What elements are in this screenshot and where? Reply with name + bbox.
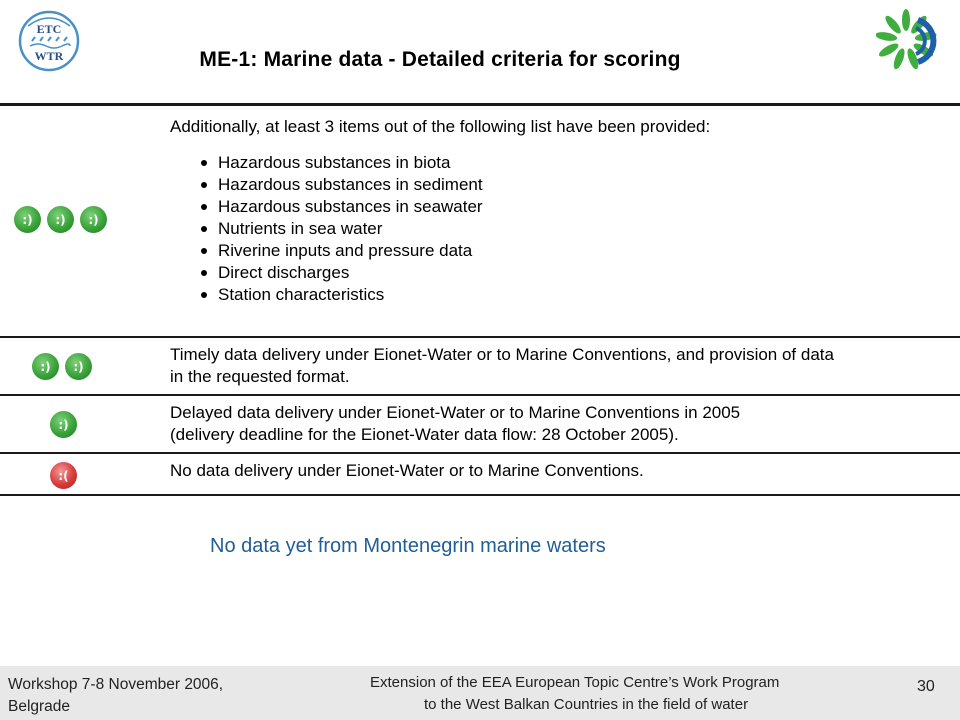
score-icons (50, 462, 77, 489)
eea-logo (876, 6, 948, 74)
criteria-text (170, 460, 948, 482)
list-item: Riverine inputs and pressure data (218, 240, 948, 262)
criteria-list (170, 152, 948, 306)
criteria-text-line: No data delivery under Eionet-Water or to Marine Conventions. (170, 461, 644, 480)
footer-workshop-line: Workshop 7-8 November 2006, (8, 676, 224, 693)
page-number: 30 (917, 678, 935, 695)
score-icons (14, 206, 107, 233)
score-icons (50, 411, 77, 438)
criteria-text (170, 116, 948, 306)
criteria-row-one-smiley (0, 396, 960, 454)
list-item: Station characteristics (218, 284, 948, 306)
list-item: Hazardous substances in biota (218, 152, 948, 174)
criteria-text-line: Timely data delivery under Eionet-Water or to Marine Conventions, and provision of data (170, 345, 834, 364)
sad-face-icon: :( (50, 462, 77, 489)
footer-location-line: Belgrade (8, 698, 71, 715)
page-title: ME-1: Marine data - Detailed criteria for scoring (199, 48, 681, 71)
criteria-row-two-smileys (0, 338, 960, 396)
list-item: Nutrients in sea water (218, 218, 948, 240)
footer-workshop (8, 674, 308, 718)
score-icons (32, 353, 92, 380)
criteria-text-line: in the requested format. (170, 367, 350, 386)
happy-face-icon: :) (14, 206, 41, 233)
criteria-row-sad (0, 454, 960, 496)
happy-face-icon: :) (50, 411, 77, 438)
happy-face-icon: :) (32, 353, 59, 380)
criteria-text (170, 344, 948, 388)
criteria-row-three-smileys (0, 106, 960, 338)
logo-etc-text: ETC (36, 22, 62, 36)
criteria-intro: Additionally, at least 3 items out of the following list have been provided: (170, 117, 711, 136)
footer-program-line: Extension of the EEA European Topic Centre’s Work Program (370, 674, 780, 691)
footer-program-line: to the West Balkan Countries in the field of water (424, 696, 749, 713)
list-item: Direct discharges (218, 262, 948, 284)
happy-face-icon: :) (65, 353, 92, 380)
montenegro-note: No data yet from Montenegrin marine waters (210, 535, 606, 557)
footer-program (340, 672, 910, 716)
criteria-text-line: (delivery deadline for the Eionet-Water data flow: 28 October 2005). (170, 425, 679, 444)
list-item: Hazardous substances in seawater (218, 196, 948, 218)
happy-face-icon: :) (80, 206, 107, 233)
list-item: Hazardous substances in sediment (218, 174, 948, 196)
criteria-text (170, 402, 948, 446)
happy-face-icon: :) (47, 206, 74, 233)
logo-wtr-text: WTR (34, 49, 64, 63)
criteria-text-line: Delayed data delivery under Eionet-Water or to Marine Conventions in 2005 (170, 403, 741, 422)
